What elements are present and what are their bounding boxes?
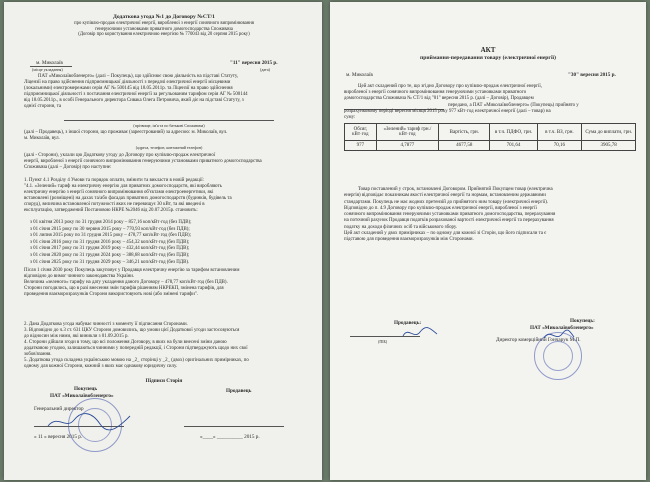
act-city: м. Миколаїв [346,72,373,78]
clauses-2-5: 2. Дана Додаткова угода набуває чинності з моменту її підписання Сторонами. 3. Відповідно до ч.3 ст. 631 ЦКУ Сторони домовились, що умови цієї Додаткової угоди застосовуються до відносин між ними, які виникли з 01.09.2015 р. 4. Сторони дійшли згоди в тому, що всі положення Договору, в яких на були внесені зміни даною додатковою угодою, залишаються чинними у попередній редакції, і Сторони підтверджують щодо них свої зобов'язання. 5. Додаткова угода складена українською мовою на _2_ сторінці у _2_ (двох) оригінальних примірниках, по одному для кожної Сторони, кожний з яких має однакову юридичну силу. [24,322,249,369]
seller-sign-date: «____» __________ 2015 р. [200,434,260,440]
act-buyer-org: ПАТ «Миколаївобленерго» [530,325,594,331]
act-date: "30" вересня 2015 р. [568,72,616,78]
additional-agreement-page [4,2,322,480]
table-header-row [345,124,636,141]
buyer-org: ПАТ «Миколаївобленерго» [50,393,114,399]
tariff-item: з 01 січня 2015 року по 30 червня 2015 року – 770,93 коп/кВт·год (без ПДВ); [30,226,190,232]
seller-paragraph: (далі – Продавець), з іншої сторони, що проживає (зареєстрований) за адресою: м. Миколаїв, вул. м. Миколаїв, вул. [24,130,228,141]
act-director: Директор комерційний Гончарук М.П. [496,337,581,343]
table-cell: 4677,58 [439,141,490,151]
buyer-label: Покупець [74,386,98,392]
table-cell: 4,7877 [376,141,438,151]
director-label: Генеральний директор [34,406,84,412]
table-cell: 70,16 [537,141,582,151]
act-body: Товар поставлений у строк, встановлені Договором. Прийнятий Покупцем товар (електрична енергія) відповідає показникам якості електричної енергії та нормам, встановленим державними стандартами. Покупець не має жодних претензій до прийнятого ним товару (електричної енергії). Відповідно до п. 4.9 Договору про купівлю-продаж електричної енергії, виробленої з енергії сонячного випромінювання генеруючими установками приватного домогосподарства, перерахування на поточний рахунок Продавця податків розрахованої вартості електричної енергії та перерахування податку на доходи фізичних осіб та військового збору. Цей акт складений у двох примірниках – по одному для кожної зі Сторін, що його підписали та є підставою для проведення взаєморозрахунків між Сторонами. [344,187,556,243]
agreement-date: "11" вересня 2015 р. [230,60,278,66]
table-cell: 977 [345,141,377,151]
company-stamp [534,332,582,380]
act-title: АКТ [480,46,496,54]
table-header: в т.ч. ПДФО, грн. [490,124,537,141]
seller-name-line [64,120,274,121]
parties-paragraph: (далі - Сторони), уклали цю Додаткову угоду до Договору про купівлю-продаж електричної енергії, виробленої з енергії сонячного випромінювання генеруючими установками приватного домогосподарства Споживача (далі – Договір) про наступне: [24,153,262,170]
agreement-title: Додаткова угода №1 до Договору №СТ/1 [113,14,215,20]
table-cell: 3905,78 [582,141,636,151]
table-header: Вартість, грн. [439,124,490,141]
agreement-subtitle: про купівлю-продаж електричної енергії, виробленої з енергії сонячного випромінювання генеруючими установками приватного домогосподарства Споживача (Договір про користування електричною енергією № 770043 від 20 серпня 2015 року) [74,21,254,38]
tariff-list [30,220,300,266]
tariff-item: з 01 січня 2020 року по 31 грудня 2024 року – 388,68 коп/кВт·год (без ПДВ); [30,252,190,258]
seller-label: Продавець [226,388,252,394]
date-hint: (дата) [260,67,270,72]
acceptance-act-page [330,2,646,480]
buyer-sign-date: « 11 » вересня 2015 р. [34,434,83,440]
seller-signature [400,324,440,342]
act-buyer-label: Покупець: [570,318,595,324]
agreement-city: м. Миколаїв [36,60,63,66]
table-cell: 701,64 [490,141,537,151]
clause-1: 1. Пункт 4.1 Розділу 4 Умови та порядок оплати, змінити та викласти в новій редакції: "4.1. «Зелений» тариф на електричну енергію для приватних домогосподарств, які виробляють електричну енергію з енергії сонячного випромінювання об'єктами електроенергетики, які встановлені (розміщені) на дахах та/або фасадах приватних домогосподарств (будинків, будівель та споруд), величина встановленої потужності яких не перевищує 30 кВт, та які введені в експлуатацію, затверджений Постановою НКРЕ №2046 від 20.07.2015р. становить: [24,178,232,213]
tariff-item: з 01 липня 2015 року по 31 грудня 2015 року – 478,77 коп/кВт·год (без ПДВ); [30,233,192,239]
act-transfer: передано, а ПАТ «Миколаївобленерго» (Покупець) прийнято у розрахунковому періоді вересня місяця 2015 року 977 кВт·год електричної енергії (далі – товар) на суму: [344,103,579,121]
seller-signature-line [184,426,284,427]
table-header: «Зелений» тариф грн./кВт·год [376,124,438,141]
address-hint: (адреса, телефон, контактний телефон) [135,145,203,150]
act-seller-hint: (ПІБ) [378,339,388,344]
tariff-item: з 01 січня 2025 року по 31 грудня 2029 року – 346,21 коп/кВт·год (без ПДВ). [30,259,190,265]
tariff-item: з 01 квітня 2013 року по 31 грудня 2014 року – 857,16 коп/кВт·год (без ПДВ); [30,220,192,225]
seller-name-hint: (прізвище, ім'я та по батькові Споживача) [133,123,205,128]
tariff-item: з 01 січня 2016 року по 31 грудня 2016 року – 454,32 коп/кВт·год (без ПДВ); [30,239,190,245]
city-hint: (місце укладання) [32,67,63,72]
table-header: в т.ч. ВЗ, грн. [537,124,582,141]
buyer-paragraph: ПАТ «Миколаївобленерго» (далі – Покупець), що здійснює свою діяльність на підставі Статуту, Ліцензії на право здійснення підприємницької діяльності з передачі електричної енергії місцевими (локальними) електромережами серія АГ № 500145 від 18.05.2011р. та Ліцензії на право здійснення підприємницької діяльності з постачання електричної енергії за регульованим тарифом серія АГ № 500144 від 18.05.2011р., в особі Генерального директора Сивака Олега Петровича, який діє на підставі Статуту, з однієї сторони, та [24,74,248,109]
tariff-item: з 01 січня 2017 року по 31 грудня 2019 року – 432,44 коп/кВт·год (без ПДВ); [30,246,190,252]
city-underline [30,66,72,67]
act-subtitle: приймання-передавання товару (електричної енергії) [420,55,556,61]
buyer-signature [44,410,134,432]
act-intro: Цей акт складений про те, що згідно Договору про купівлю-продаж електричної енергії, виробленої з енергії сонячного випромінювання генеруючими установками приватного домогосподарства Споживача № СТ/1 від "01" вересня 2015 р. (далі – Договір), Продавцем [344,84,543,102]
table-header: Сума до виплати, грн. [582,124,636,141]
act-table [344,123,636,151]
act-seller-label: Продавець: [394,320,422,326]
table-header: Обсяг, кВт·год [345,124,377,141]
signatures-title: Підписи Сторін [145,378,183,384]
table-row [345,141,636,151]
tariff-after-2030: Після 1 січня 2030 року Покупець закуповує у Продавця електричну енергію за тарифом встановленим відповідно до вимог чинного законодавства України. Величина «зеленого» тарифу на дату укладення даного Договору – 478,77 коп/кВт·год (без ПДВ). Сторони погодились, що в разі внесення змін тарифів рішенням НКРЕКП, змінена тарифів, для проведення взаєморозрахунків Сторони використовують нові (або змінені тарифи". [24,268,240,297]
